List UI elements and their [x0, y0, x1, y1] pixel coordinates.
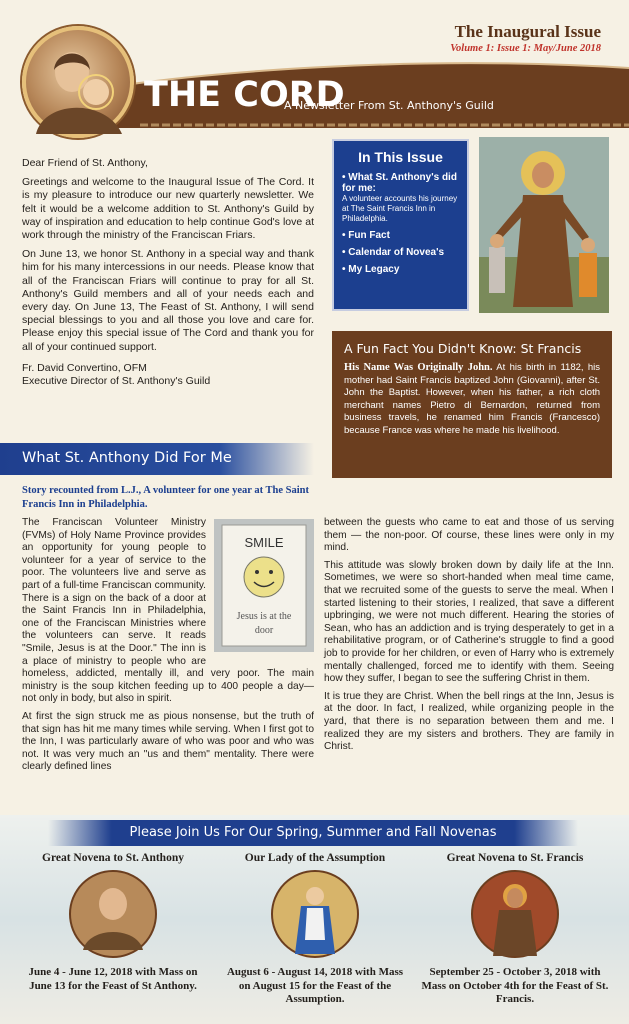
issue-item: • What St. Anthony's did for me: A volunteer accounts his journey at The Saint Francis Inn in Philadelphia.	[342, 172, 458, 223]
novenas-banner	[48, 820, 578, 846]
sign-text-jesus: Jesus is at the	[236, 611, 292, 622]
in-this-issue-heading: In This Issue	[358, 149, 443, 165]
story-paragraph: It is true they are Christ. When the bell rings at the Inn, Jesus is at the door. In fact, I realized, while organizing people in the yard, that there is no separation between them and me. I realized they are my sisters and brothers. They are family in Christ.	[324, 690, 614, 753]
story-paragraph: between the guests who came to eat and those of us serving them — the non-poor. Of course, these lines were only in my mind.	[324, 517, 614, 554]
sign-text-door: door	[254, 625, 274, 636]
story-byline: Story recounted from L.J., A volunteer for one year at The Saint Francis Inn in Philadelphia.	[22, 485, 309, 510]
fun-fact-box	[332, 331, 612, 478]
in-this-issue-box	[332, 139, 469, 311]
novena-title: Our Lady of the Assumption	[244, 852, 386, 864]
novena-st-francis	[420, 852, 610, 1007]
st-anthony-medallion-image	[22, 26, 134, 138]
issue-item: • My Legacy	[342, 264, 400, 275]
assumption-portrait-image	[271, 870, 359, 958]
novena-st-anthony	[18, 852, 208, 993]
fun-fact-heading: A Fun Fact You Didn't Know: St Francis	[344, 341, 582, 356]
signature-name: Fr. David Convertino, OFM	[22, 361, 147, 374]
smile-sign-image	[214, 519, 314, 652]
story-column-2	[324, 517, 614, 759]
issue-item: • Calendar of Novea's	[342, 247, 445, 258]
letter-greeting: Dear Friend of St. Anthony,	[22, 157, 148, 169]
novena-title: Great Novena to St. Anthony	[42, 852, 184, 864]
novena-dates: September 25 - October 3, 2018 with Mass on October 4th for the Feast of St. Francis.	[421, 966, 609, 1005]
st-anthony-portrait-image	[69, 870, 157, 958]
novena-title: Great Novena to St. Francis	[446, 852, 584, 864]
newsletter-title: THE CORD	[144, 75, 345, 115]
story-heading: What St. Anthony Did For Me	[22, 450, 232, 466]
st-francis-painting-image	[479, 137, 609, 313]
story-column-1	[22, 517, 314, 779]
issue-volume: Volume 1: Issue 1: May/June 2018	[450, 43, 601, 54]
issue-item: • Fun Fact	[342, 230, 390, 241]
signature-title: Executive Director of St. Anthony's Guild	[22, 375, 211, 388]
story-banner	[0, 443, 314, 475]
welcome-letter	[22, 157, 314, 388]
newsletter-subtitle: A Newsletter From St. Anthony's Guild	[284, 99, 494, 112]
rope-divider	[140, 122, 629, 128]
story-paragraph: At first the sign struck me as pious nonsense, but the truth of that sign has hit me many times while serving. When I first got to the Inn, I was particularly aware of who was poor and who was not. It was very much an "us and them" mentality. There were clearly defined lines	[22, 710, 314, 773]
novena-assumption	[220, 852, 410, 1007]
letter-paragraph-2: On June 13, we honor St. Anthony in a special way and thank him for his many intercessions in our needs. Please know that all of the Franciscan Friars will continue to pray for all St. Anthony's Guild members and all of your needs each and every day. On June 13, The Feast of St. Anthony, I will send special blessings to you and all those you love and care for. Please enjoy this special issue of The Cord and thank you for all of your continued support.	[22, 248, 314, 353]
letter-paragraph-1: Greetings and welcome to the Inaugural Issue of The Cord. It is my pleasure to introduce our new quarterly newsletter. We felt it would be a welcome addition to St. Anthony's Guild by way of inspiration and education to help continue God's love at work through the ministry of the Franciscan Friars.	[22, 176, 314, 242]
story-paragraph: The Franciscan Volunteer Ministry (FVMs) of Holy Name Province provides an opportunity for young people to volunteer for a year of service to the poor. The volunteers live and serve as part of a full-time Franciscan community. There is a sign on the back of a door at the Saint Francis Inn in Philadelphia, one of the Franciscan Ministries where the volunteers can serve. It reads "Smile, Jesus is at the Door." The inn is a place of ministry to people who are homeless, addicted, mentally ill, and very poor. The main ministry is the soup kitchen feeding up to 400 people a day— not only in body, but also in spirit.	[22, 517, 314, 705]
novena-dates: June 4 - June 12, 2018 with Mass on June 13 for the Feast of St Anthony.	[28, 966, 198, 992]
novenas-heading: Please Join Us For Our Spring, Summer and Fall Novenas	[129, 825, 497, 840]
fun-fact-text: His Name Was Originally John. At his birth in 1182, his mother had Saint Francis baptized John (Giovanni), after St. John the Baptist. However, when his father, a rich cloth merchant names Pietro di Bernardon, returned from business travels, he renamed him Francis (Francesco) because France was where he made his livelihood.	[344, 362, 600, 436]
sign-text-smile: SMILE	[244, 535, 284, 550]
novena-dates: August 6 - August 14, 2018 with Mass on August 15 for the Feast of the Assumption.	[226, 966, 404, 1005]
st-francis-portrait-image	[471, 870, 559, 958]
story-paragraph: This attitude was slowly broken down by daily life at the Inn. Sometimes, we were so short-handed when meal time came, that we recruited some of the guests to serve the meal. When I started listening to their stories, I realized, that save a different upbringing, we were not much different. Hearing the stories of Sean, who has an addiction and is trying desperately to get in a rehabilitative program, or of Catherine's struggle to find a good job to provide for her children, or even of Harry who is extremely mentally challenged, forced me to identify with them. Seeing how they suffer, I began to see the suffering Christ in them.	[324, 559, 614, 685]
issue-title: The Inaugural Issue	[454, 22, 601, 41]
